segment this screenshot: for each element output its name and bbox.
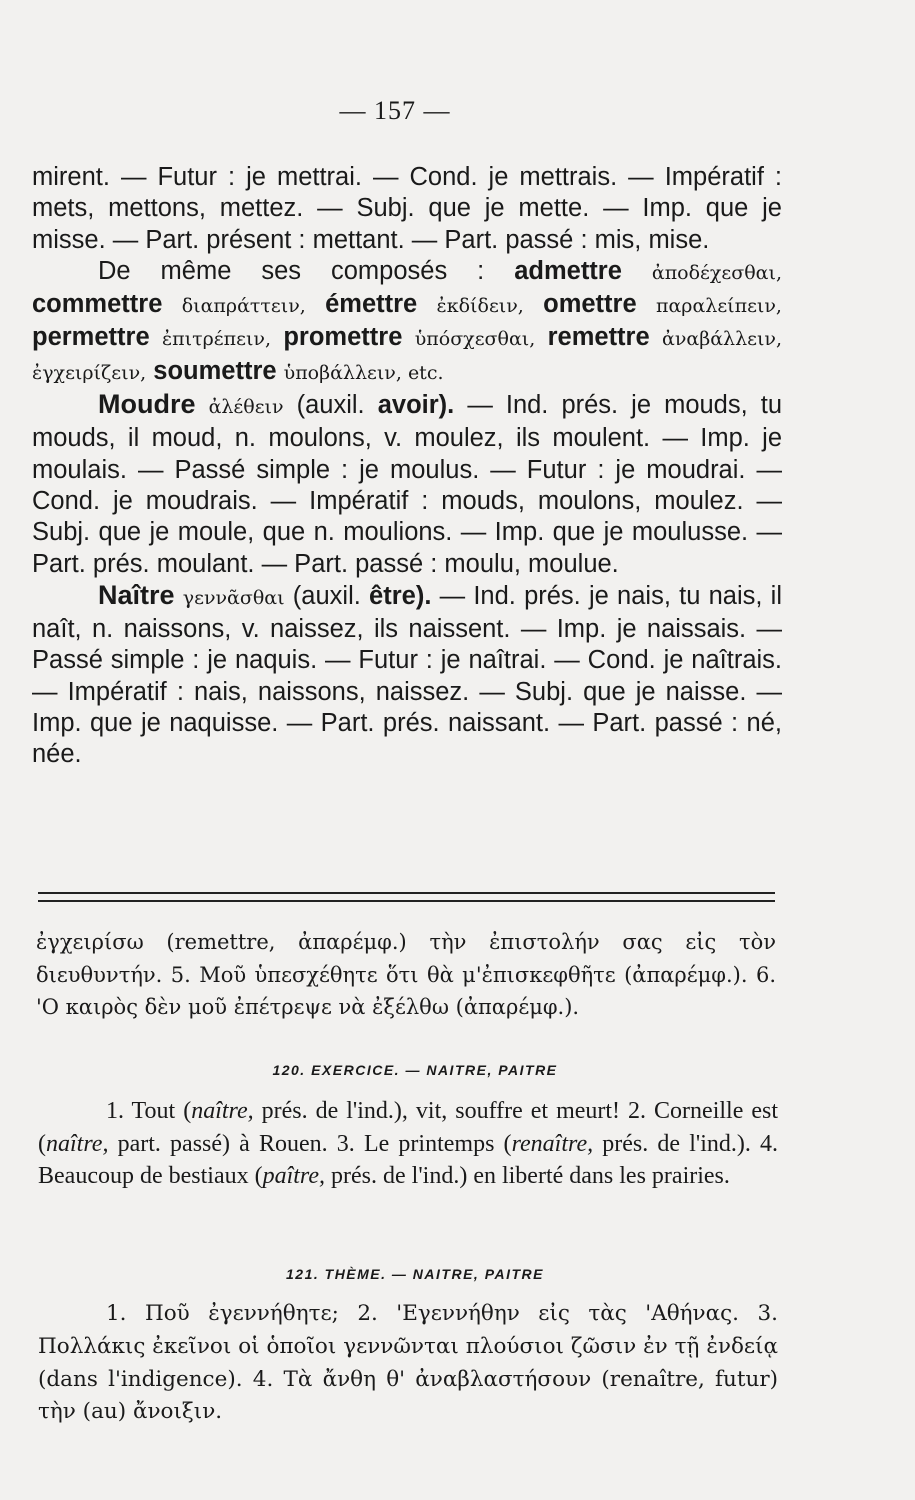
exercise-item-rest: prés. de l'ind.) en liberté dans les prairies. <box>325 1163 730 1189</box>
divider-rule <box>38 892 775 894</box>
compose-greek: ὑποβάλλειν, etc. <box>283 361 444 384</box>
moudre-greek: ἀλέθειν <box>208 396 284 419</box>
compose-greek: ἐπιτρέπειν, <box>161 328 272 351</box>
compose-verb: omettre <box>543 290 637 319</box>
theme-text: 1. Ποῦ ἐγεννήθητε; 2. 'Εγεννήθην εἰς τὰς 'Αθήνας. 3. Πολλάκις ἐκεῖνοι οἱ ὁποῖοι γεννῶνται πλούσιοι ζῶσιν ἐν τῇ ἐνδείᾳ (dans l'indigence). 4. Τὰ ἄνθη θ' ἀναβλαστήσουν (renaître, futur) τὴν (au) ἄνοιξιν. <box>38 1301 778 1425</box>
compose-verb: remettre <box>547 323 650 352</box>
exercise-item-prefix: 1. Tout ( <box>106 1098 192 1124</box>
compose-verb: commettre <box>32 290 163 319</box>
conjugation-section <box>32 162 782 771</box>
moudre-aux-verb: avoir). <box>377 391 455 420</box>
theme-heading: 121. THÈME. — NAITRE, PAITRE <box>286 1266 544 1282</box>
compose-greek: παραλείπειν, <box>655 295 782 318</box>
exercise-heading: 120. EXERCICE. — NAITRE, PAITRE <box>272 1062 558 1078</box>
divider-rule <box>38 900 775 902</box>
compose-verb: soumettre <box>153 356 277 385</box>
mettre-composes <box>32 256 782 389</box>
naitre-text: — Ind. prés. je nais, tu nais, il naît, n. naissons, v. naissez, ils naissent. — Imp. je naissais. — Passé simple : je naquis. — Futur : je naîtrai. — Cond. je naîtrais. — Impératif : nais, naissons, naissez. — Subj. que je naisse. — Imp. que je naquisse. — Part. prés. naissant. — Part. passé : né, née. <box>32 581 782 769</box>
naitre-conjugation <box>32 580 782 771</box>
compose-verb: admettre <box>514 256 622 285</box>
compose-greek: διαπράττειν, <box>181 295 306 318</box>
exercise-item-verb: renaître, <box>511 1130 594 1157</box>
compose-greek: ἀποδέχεσθαι, <box>651 261 782 284</box>
exercise-item-verb: naître, <box>46 1130 109 1157</box>
moudre-text: — Ind. prés. je mouds, tu mouds, il moud, n. moulons, v. moulez, ils moulent. — Imp. je moulais. — Passé simple : je moulus. — Futur : je moudrai. — Cond. je moudrais. — Impératif : mouds, moulons, moulez. — Subj. que je moule, que n. moulions. — Imp. que je moulusse. — Part. prés. moulant. — Part. passé : moulu, moulue. <box>32 391 783 578</box>
exercise-item-rest: prés. de l'ind.), vit, souffre et meurt! <box>253 1098 621 1124</box>
exercise-section <box>38 1095 778 1193</box>
mettre-text: mirent. — Futur : je mettrai. — Cond. je mettrais. — Impératif : mets, mettons, mettez. — Subj. que je mette. — Imp. que je misse. — Part. présent : mettant. — Part. passé : mis, mise. <box>32 163 782 254</box>
moudre-aux: (auxil. <box>296 391 365 420</box>
exercise-item-prefix: 4. Beaucoup de bestiaux ( <box>38 1130 779 1189</box>
exercise-item-verb: naître, <box>191 1098 254 1124</box>
compose-verb: émettre <box>325 290 418 319</box>
exercise-item-prefix: 3. Le printemps ( <box>327 1130 512 1157</box>
compose-greek: ὑπόσχεσθαι, <box>414 328 536 351</box>
naitre-lead: Naître <box>98 579 175 610</box>
exercise-item-verb: paître, <box>262 1163 326 1189</box>
theme-section <box>38 1298 778 1429</box>
exercise-text <box>38 1095 778 1193</box>
naitre-aux-verb: être). <box>369 581 432 610</box>
mettre-conjugation <box>32 162 782 256</box>
compose-verb: promettre <box>283 323 403 352</box>
compose-verb: permettre <box>32 323 150 352</box>
naitre-aux: (auxil. <box>292 581 361 610</box>
moudre-conjugation <box>32 389 782 580</box>
footnote-text: ἐγχειρίσω (remettre, ἀπαρέμφ.) τὴν ἐπιστολήν σας εἰς τὸν διευθυντήν. 5. Μοῦ ὑπεσχέθητε ὅτι θὰ μ'ἐπισκεφθῆτε (ἀπαρέμφ.). 6. 'Ο καιρὸς δὲν μοῦ ἐπέτρεψε νὰ ἐξέλθω (ἀπαρέμφ.). <box>36 930 776 1019</box>
exercise-item-rest: part. passé) à Rouen. <box>108 1130 328 1157</box>
page-number: — 157 — <box>339 96 451 125</box>
composes-intro: De même ses composés : <box>98 256 485 285</box>
compose-greek: ἀναβάλλειν, ἐγχειρίζειν, <box>32 328 783 384</box>
compose-greek: ἐκδίδειν, <box>436 295 524 318</box>
exercise-item-rest: prés. de l'ind.). <box>593 1130 751 1157</box>
footnote-continuation <box>36 926 776 1024</box>
exercise-item-prefix: 2. Corneille est ( <box>38 1098 779 1157</box>
moudre-lead: Moudre <box>98 389 196 420</box>
naitre-greek: γεννᾶσθαι <box>182 586 285 609</box>
